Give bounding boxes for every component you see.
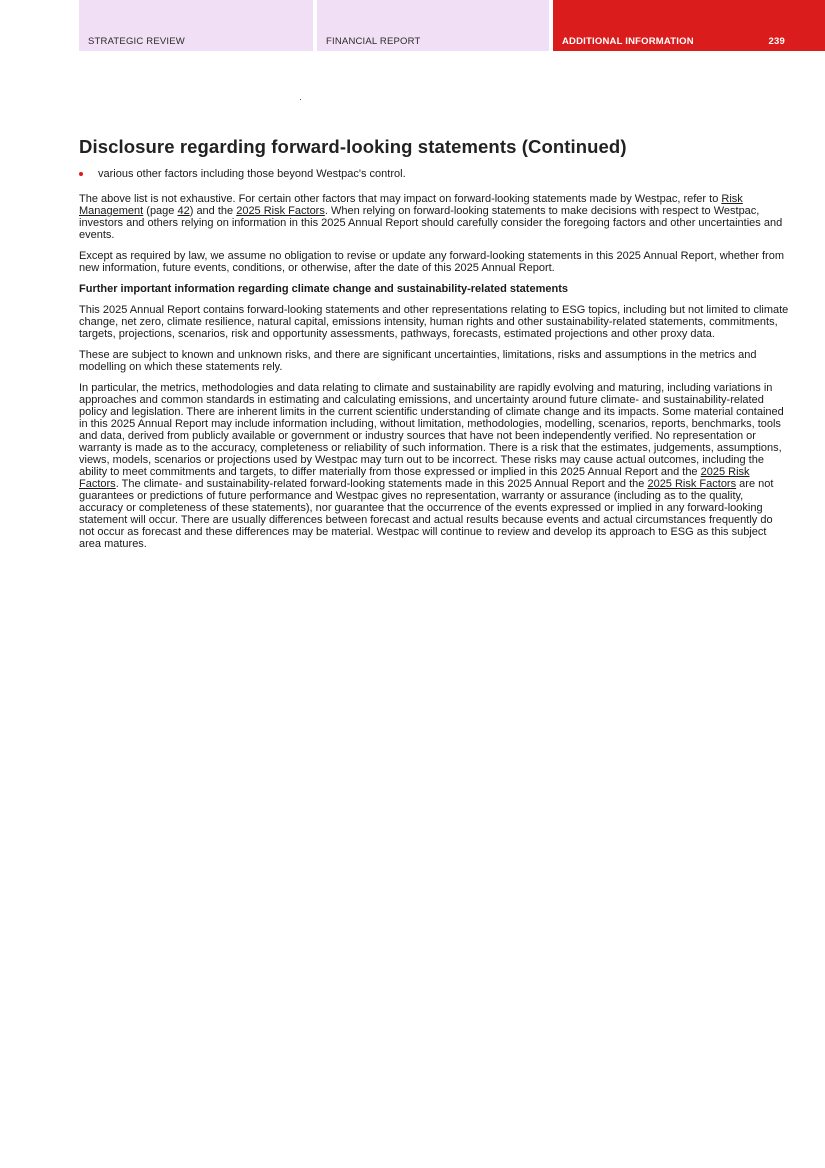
text-span: . The climate- and sustainability-related forward-looking statements made in this 2025 Annual Report and the bbox=[115, 478, 648, 490]
tab-financial-report-label: FINANCIAL REPORT bbox=[326, 36, 421, 47]
text-span: The above list is not exhaustive. For certain other factors that may impact on forward-looking statements made by Westpac, refer to bbox=[79, 193, 722, 205]
risk-factors-link[interactable]: 2025 Risk Factors bbox=[647, 478, 737, 490]
bullet-text: various other factors including those beyond Westpac's control. bbox=[98, 168, 406, 180]
text-span: . When relying on forward-looking statements to make decisions with respect to Westpac, investors and others relying on information in this 2025 Annual Report should carefully consider the foregoing factors and other uncertainties and events. bbox=[79, 205, 783, 241]
paragraph-factors bbox=[79, 193, 789, 241]
page-number: 239 bbox=[768, 36, 785, 47]
paragraph-climate-metrics bbox=[79, 382, 789, 550]
bullet-icon bbox=[79, 172, 83, 176]
page-42-link[interactable]: 42 bbox=[177, 205, 190, 217]
main-content bbox=[79, 136, 789, 559]
tab-additional-information-label: ADDITIONAL INFORMATION bbox=[562, 36, 694, 47]
tab-strategic-review[interactable] bbox=[79, 0, 313, 51]
section-nav bbox=[79, 0, 825, 51]
tab-additional-information[interactable] bbox=[553, 0, 825, 51]
paragraph-esg-topics: This 2025 Annual Report contains forward-looking statements and other representations relating to ESG topics, including but not limited to climate change, net zero, climate resilience, natural capital, emissions intensity, human rights and other sustainability-related statements, commitments, targets, projections, scenarios, risk and opportunity assessments, pathways, forecasts, estimated projections and other proxy data. bbox=[79, 304, 789, 340]
risk-management-link[interactable]: Risk Management bbox=[79, 193, 743, 217]
paragraph-no-obligation: Except as required by law, we assume no obligation to revise or update any forward-looking statements in this 2025 Annual Report, whether from new information, future events, conditions, or otherwise, after the date of this 2025 Annual Report. bbox=[79, 250, 784, 274]
page-title: Disclosure regarding forward-looking statements (Continued) bbox=[79, 136, 627, 157]
risk-factors-link[interactable]: 2025 Risk Factors bbox=[236, 205, 325, 217]
text-span: are not guarantees or predictions of future performance and Westpac gives no representation, warranty or assurance (including as to the quality, accuracy or completeness of these statements), nor guarantee that the occurrence of the events expressed or implied in any forward-looking statement will occur. There are usually differences between forecast and actual results because events and actual circumstances frequently do not occur as forecast and these differences may be material. Westpac will continue to review and develop its approach to ESG as this subject area matures. bbox=[79, 478, 774, 550]
climate-subheading: Further important information regarding climate change and sustainability-related statements bbox=[79, 283, 568, 295]
text-span: In particular, the metrics, methodologies and data relating to climate and sustainability are rapidly evolving and maturing, including variations in approaches and common standards in estimating and calculating emissions, and uncertainty around future climate- and sustainability-related policy and legislation. There are inherent limits in the current scientific understanding of climate change and its impacts. Some material contained in this 2025 Annual Report may include information including, without limitation, methodologies, modelling, scenarios, reports, benchmarks, tools and data, derived from publicly available or government or industry sources that have not been independently verified. No representation or warranty is made as to the accuracy, completeness or reliability of such information. There is a risk that the estimates, judgements, assumptions, views, models, scenarios or projections used by Westpac may turn out to be incorrect. These risks may cause actual outcomes, including the ability to meet commitments and targets, to differ materially from those expressed or implied in this 2025 Annual Report and the bbox=[79, 382, 784, 478]
text-span: (page bbox=[143, 205, 178, 217]
tab-financial-report[interactable] bbox=[317, 0, 549, 51]
paragraph-risks: These are subject to known and unknown risks, and there are significant uncertainties, limitations, risks and assumptions in the metrics and modelling on which these statements rely. bbox=[79, 349, 757, 373]
list-item bbox=[79, 168, 789, 181]
text-span: ) and the bbox=[189, 205, 237, 217]
risk-factors-link[interactable]: 2025 Risk Factors bbox=[79, 466, 750, 490]
decorative-dot bbox=[300, 99, 301, 100]
tab-strategic-review-label: STRATEGIC REVIEW bbox=[88, 36, 185, 47]
bullet-list bbox=[79, 168, 789, 181]
